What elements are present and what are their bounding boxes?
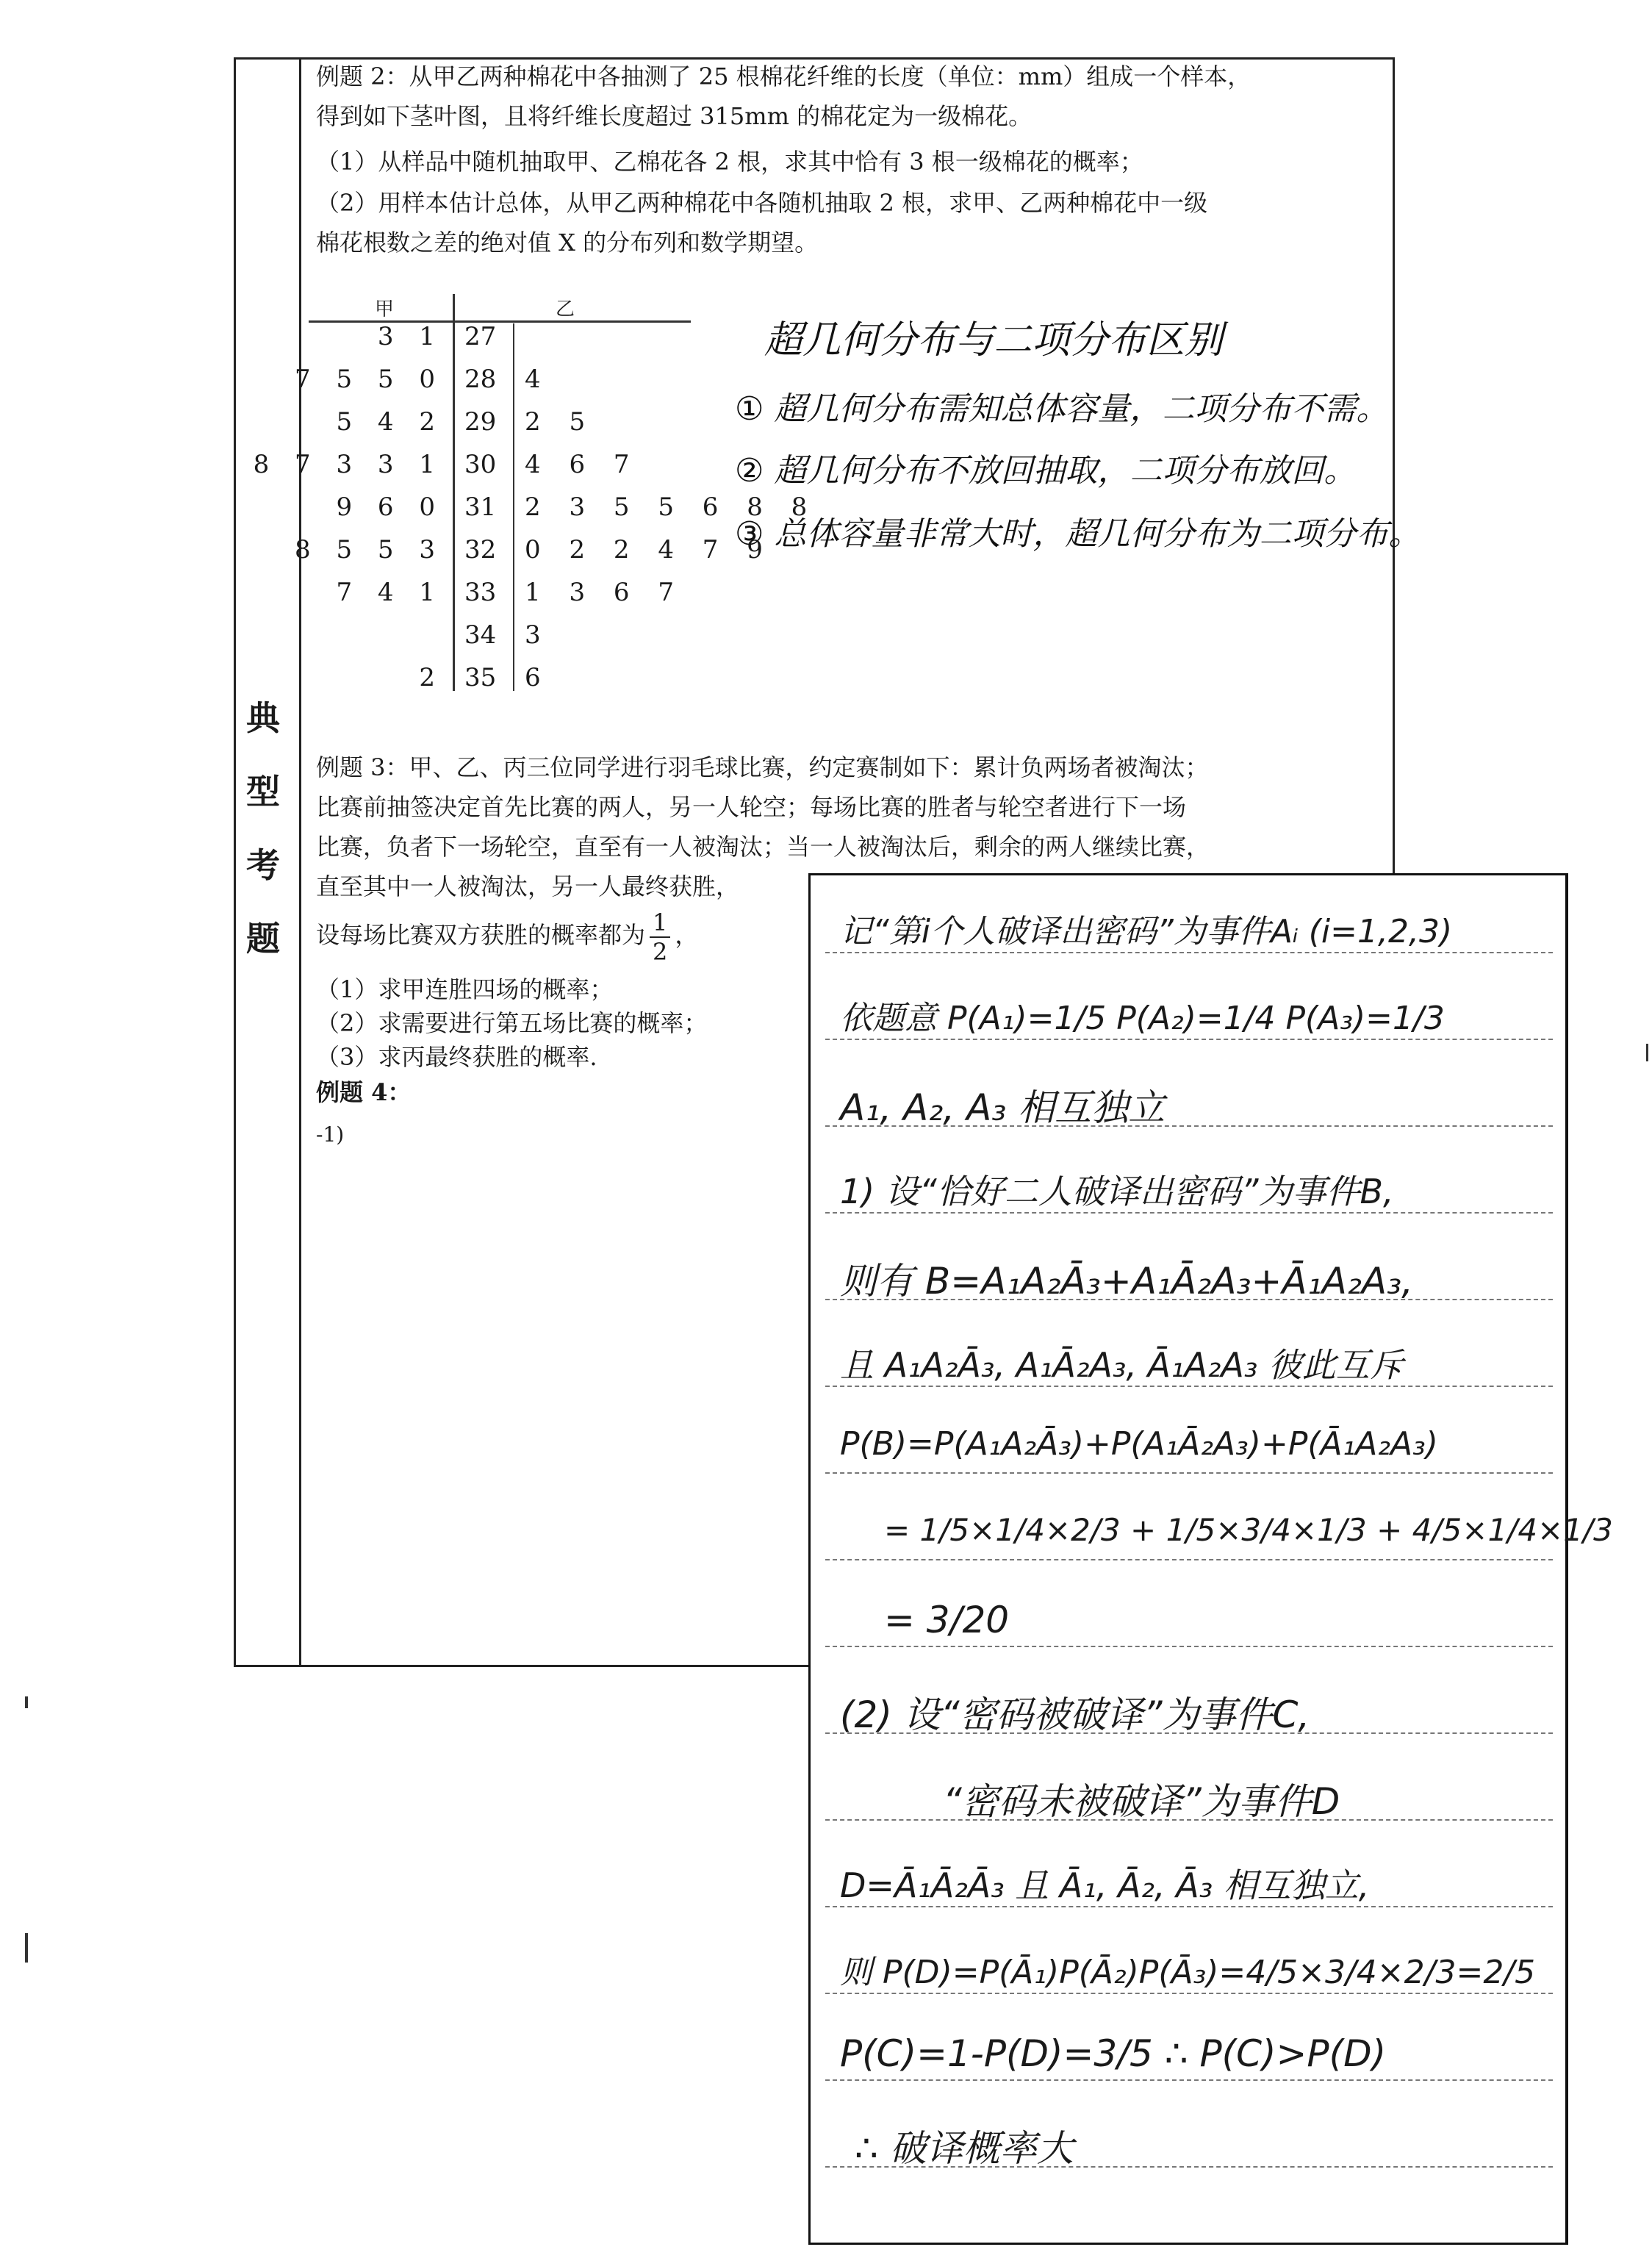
stem-leaf-left: 9 6 0 <box>336 492 444 522</box>
solution-line: “密码未被破译”为事件D <box>943 1780 1340 1823</box>
example3-line: 比赛前抽签决定首先比赛的两人，另一人轮空；每场比赛的胜者与轮空者进行下一场 <box>316 793 1187 821</box>
section-label-char: 型 <box>246 772 280 811</box>
stem-leaf-row <box>309 663 720 706</box>
stem-leaf-stem: 27 <box>464 322 497 351</box>
stem-leaf-right: 6 <box>525 663 551 692</box>
section-label-char: 题 <box>246 919 280 958</box>
solution-line: P(C)=1-P(D)=3/5 ∴ P(C)>P(D) <box>840 2032 1387 2075</box>
example4-heading: 例题 4： <box>316 1078 412 1106</box>
stem-leaf-right: 2 3 5 5 6 8 8 <box>525 492 818 522</box>
stem-leaf-row <box>309 407 720 450</box>
handwritten-note-title: 超几何分布与二项分布区别 <box>764 318 1224 362</box>
ruled-line <box>825 1472 1553 1474</box>
stem-leaf-row <box>309 578 720 620</box>
solution-line: A₁, A₂, A₃ 相互独立 <box>840 1086 1166 1129</box>
pencil-mark: -1) <box>316 1122 345 1147</box>
stem-leaf-left: 2 <box>419 663 444 692</box>
handwritten-note-line: ③ 总体容量非常大时，超几何分布为二项分布。 <box>735 515 1421 553</box>
solution-line: = 1/5×1/4×2/3 + 1/5×3/4×1/3 + 4/5×1/4×1/3 <box>884 1512 1613 1548</box>
probability-suffix: ， <box>675 921 699 949</box>
stem-leaf-row <box>309 620 720 663</box>
ruled-line <box>825 952 1553 953</box>
section-label-column <box>236 60 301 1665</box>
example3-question-1: （1）求甲连胜四场的概率； <box>316 975 614 1003</box>
example2-line: 例题 2：从甲乙两种棉花中各抽测了 25 根棉花纤维的长度（单位：mm）组成一个样本， <box>316 62 1251 90</box>
ruled-line <box>825 1559 1553 1560</box>
stem-leaf-plot <box>253 294 818 706</box>
ruled-line <box>825 2079 1553 2081</box>
stem-leaf-left: 7 5 5 0 <box>295 365 444 394</box>
scan-speck <box>1646 1044 1648 1061</box>
example3-line: 例题 3：甲、乙、丙三位同学进行羽毛球比赛，约定赛制如下：累计负两场者被淘汰； <box>316 753 1209 781</box>
section-label-char: 考 <box>246 845 280 885</box>
example2-line: 得到如下茎叶图，且将纤维长度超过 315mm 的棉花定为一级棉花。 <box>316 102 1032 130</box>
solution-line: 记“第i个人破译出密码”为事件Aᵢ (i=1,2,3) <box>840 913 1453 950</box>
handwritten-note-line: ② 超几何分布不放回抽取，二项分布放回。 <box>735 452 1357 490</box>
solution-line: 1) 设“恰好二人破译出密码”为事件B, <box>840 1172 1394 1211</box>
stem-leaf-left: 5 4 2 <box>336 407 444 437</box>
stem-leaf-right-header: 乙 <box>556 298 575 320</box>
stem-leaf-right: 2 5 <box>525 407 596 437</box>
fraction-denominator: 2 <box>653 937 668 966</box>
example3-question-2: （2）求需要进行第五场比赛的概率； <box>316 1009 708 1037</box>
example2-line: 棉花根数之差的绝对值 X 的分布列和数学期望。 <box>316 229 819 257</box>
solution-line: 则 P(D)=P(Ā₁)P(Ā₂)P(Ā₃)=4/5×3/4×2/3=2/5 <box>840 1954 1536 1991</box>
stem-leaf-stem: 32 <box>464 535 497 564</box>
stem-leaf-right: 3 <box>525 620 551 650</box>
example3-line: 直至其中一人被淘汰，另一人最终获胜， <box>316 872 740 900</box>
probability-prefix: 设每场比赛双方获胜的概率都为 <box>316 921 646 949</box>
example3-question-3: （3）求丙最终获胜的概率. <box>316 1043 597 1071</box>
solution-line: (2) 设“密码被破译”为事件C, <box>840 1694 1310 1736</box>
stem-leaf-left: 7 4 1 <box>336 578 444 607</box>
stem-leaf-row <box>295 535 773 578</box>
stem-leaf-right: 1 3 6 7 <box>525 578 684 607</box>
handwritten-solution-sheet <box>808 873 1613 2245</box>
handwritten-note-line: ① 超几何分布需知总体容量，二项分布不需。 <box>735 390 1389 428</box>
section-label-char: 典 <box>246 698 280 738</box>
stem-leaf-left: 8 7 3 3 1 <box>253 450 444 479</box>
example3-probability-line <box>316 906 698 966</box>
ruled-line <box>825 1993 1553 1994</box>
stem-leaf-row <box>295 365 720 407</box>
stem-leaf-stem: 30 <box>464 450 497 479</box>
solution-line: 且 A₁A₂Ā₃, A₁Ā₂A₃, Ā₁A₂A₃ 彼此互斥 <box>840 1345 1404 1385</box>
fraction-numerator: 1 <box>650 908 670 938</box>
stem-leaf-left-header: 甲 <box>375 298 395 320</box>
fraction-one-half <box>650 908 670 966</box>
stem-leaf-row <box>253 450 720 492</box>
solution-line: ∴ 破译概率大 <box>855 2127 1074 2170</box>
solution-line: 则有 B=A₁A₂Ā₃+A₁Ā₂A₃+Ā₁A₂A₃, <box>840 1260 1414 1302</box>
stem-leaf-right: 4 <box>525 365 551 394</box>
stem-leaf-left: 3 1 <box>377 322 444 351</box>
solution-line: D=Ā₁Ā₂Ā₃ 且 Ā₁, Ā₂, Ā₃ 相互独立, <box>840 1865 1370 1905</box>
scan-speck <box>25 1933 28 1963</box>
stem-leaf-left: 8 5 5 3 <box>295 535 444 564</box>
solution-line: P(B)=P(A₁A₂Ā₃)+P(A₁Ā₂A₃)+P(Ā₁A₂A₃) <box>840 1425 1438 1463</box>
stem-leaf-stem: 33 <box>464 578 497 607</box>
solution-line: = 3/20 <box>884 1599 1010 1641</box>
stem-leaf-stem: 34 <box>464 620 497 650</box>
example3-line: 比赛，负者下一场轮空，直至有一人被淘汰；当一人被淘汰后，剩余的两人继续比赛， <box>316 833 1210 861</box>
solution-line: 依题意 P(A₁)=1/5 P(A₂)=1/4 P(A₃)=1/3 <box>840 1000 1445 1037</box>
example2-line: （1）从样品中随机抽取甲、乙棉花各 2 根，求其中恰有 3 根一级棉花的概率； <box>316 148 1143 176</box>
scan-speck <box>25 1696 28 1708</box>
stem-leaf-row <box>309 322 720 365</box>
example2-line: （2）用样本估计总体，从甲乙两种棉花中各随机抽取 2 根，求甲、乙两种棉花中一级 <box>316 189 1208 217</box>
ruled-line <box>825 1646 1553 1647</box>
stem-leaf-row <box>309 492 818 535</box>
stem-leaf-stem: 35 <box>464 663 497 692</box>
stem-leaf-stem: 31 <box>464 492 497 522</box>
stem-leaf-stem: 28 <box>464 365 497 394</box>
stem-leaf-stem: 29 <box>464 407 497 437</box>
stem-leaf-right: 4 6 7 <box>525 450 640 479</box>
stem-leaf-right: 0 2 2 4 7 9 <box>525 535 773 564</box>
ruled-line <box>825 1039 1553 1040</box>
